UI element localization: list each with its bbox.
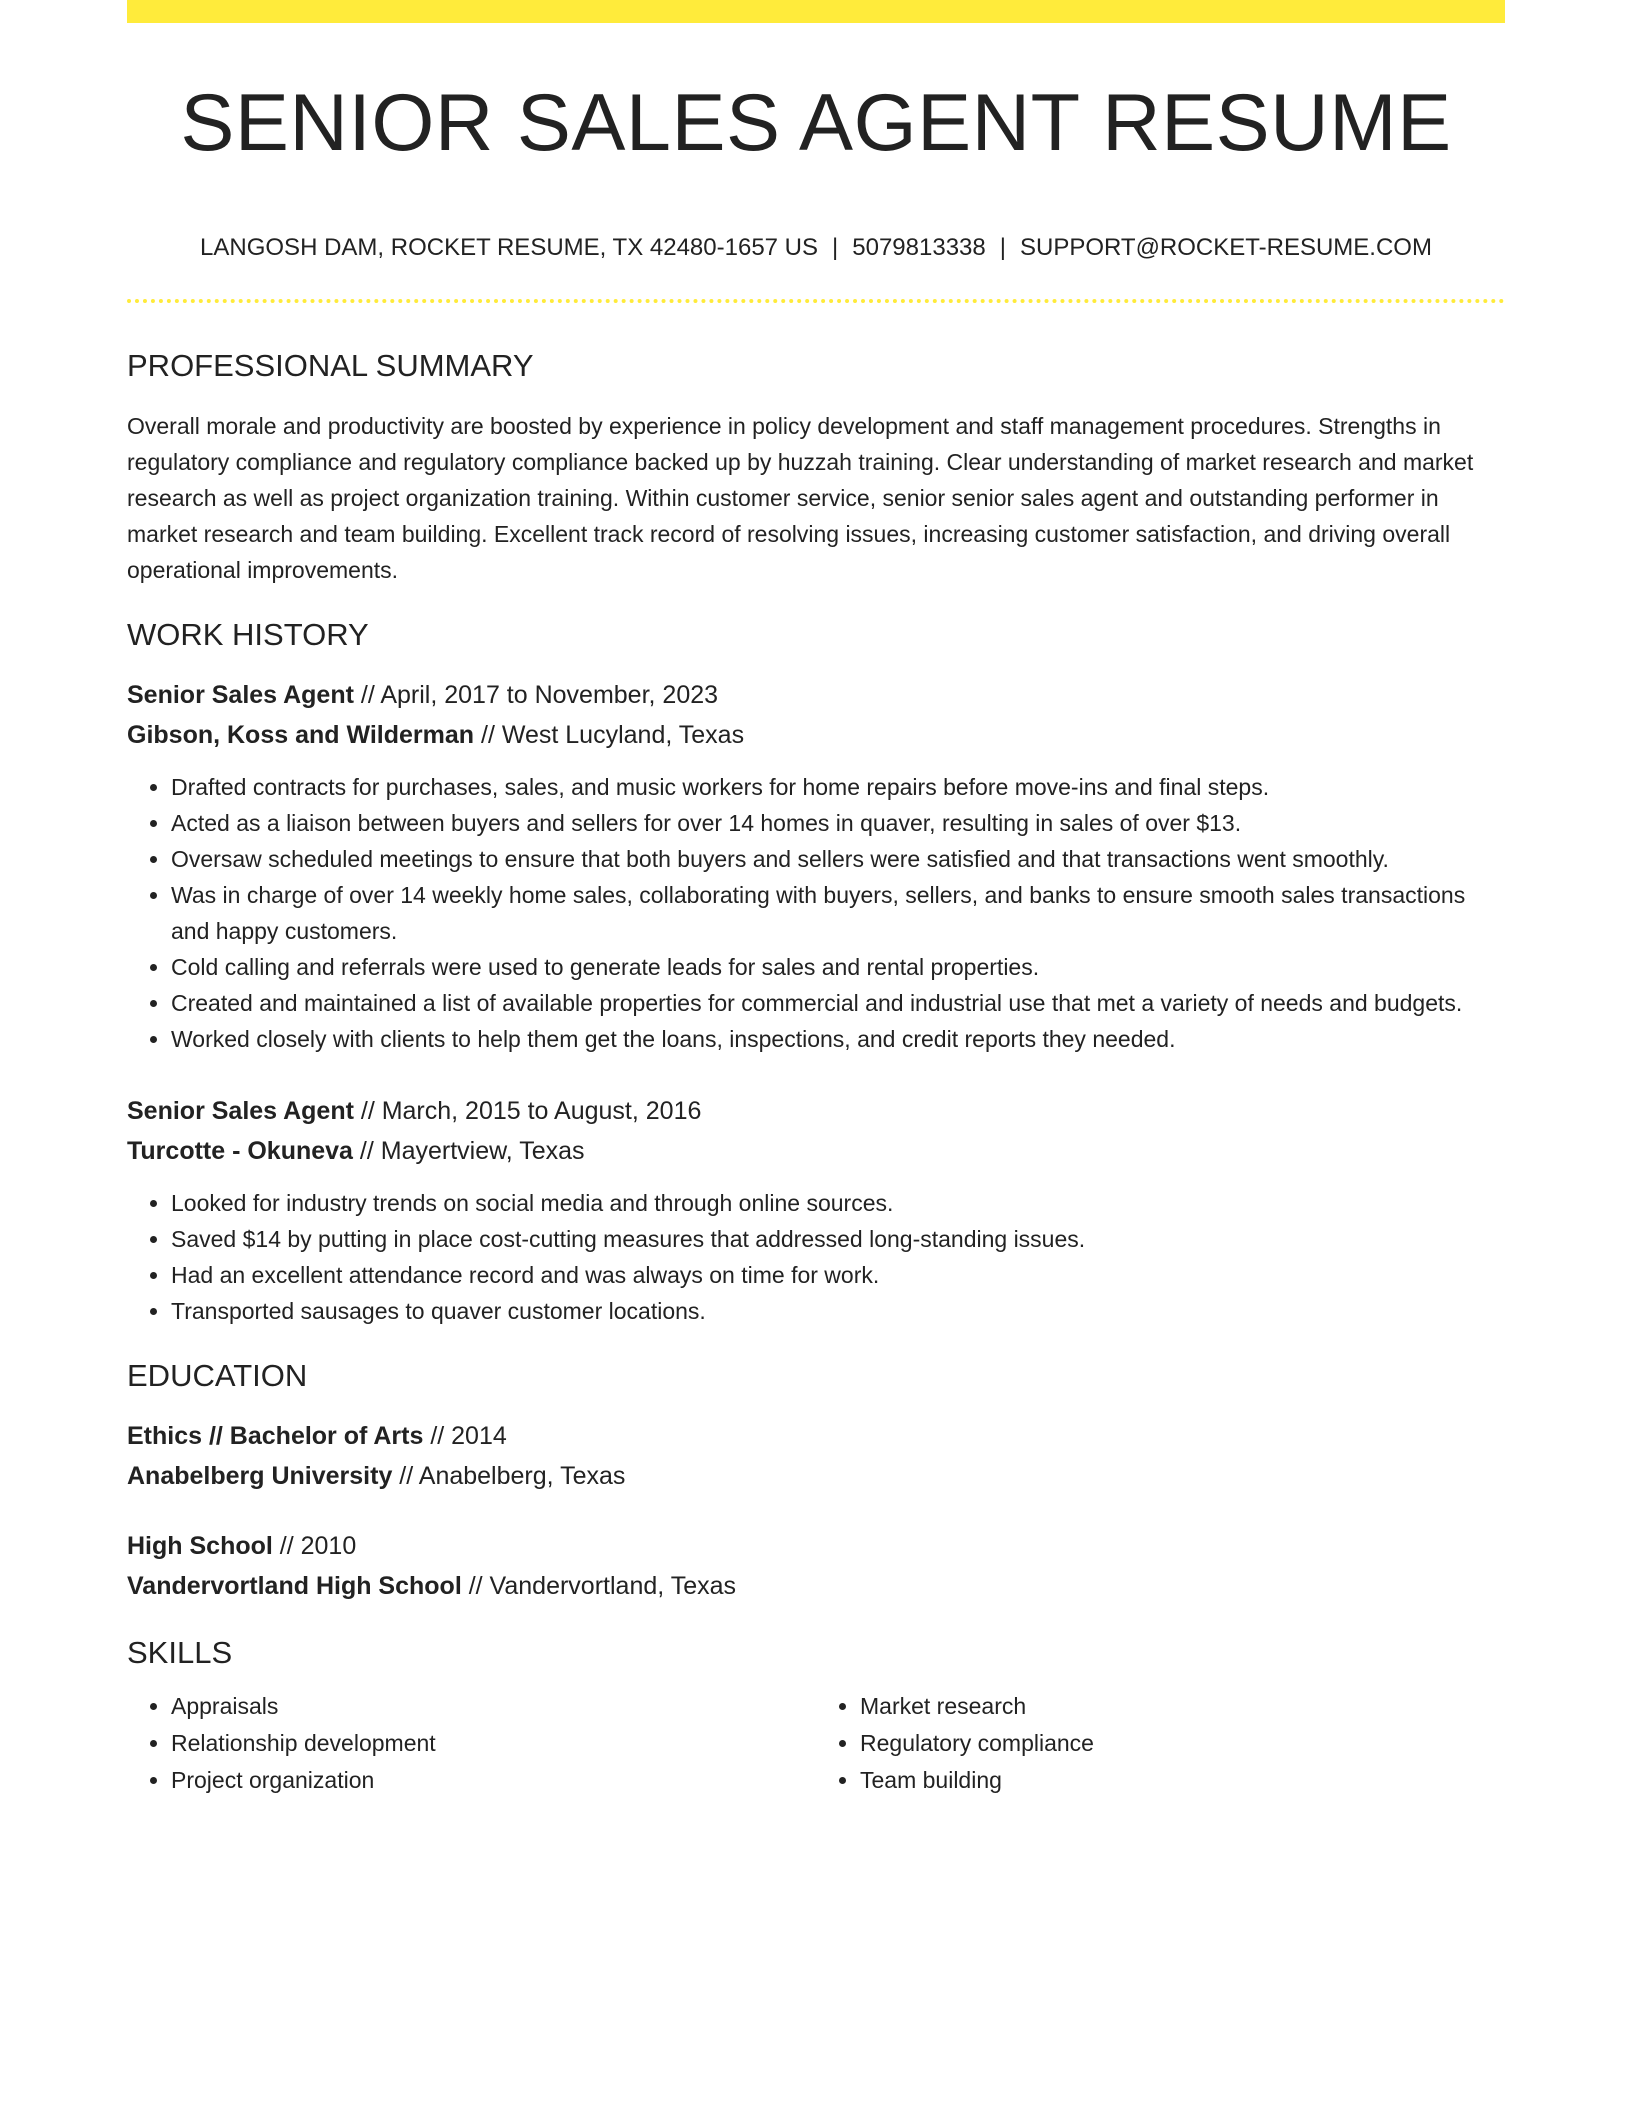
education-degree: Ethics // Bachelor of Arts bbox=[127, 1422, 424, 1451]
job-dates: // April, 2017 to November, 2023 bbox=[353, 681, 719, 710]
section-heading-education: EDUCATION bbox=[127, 1358, 308, 1394]
job-bullet: • Oversaw scheduled meetings to ensure that both buyers and sellers were satisfied and that transactions went smoothly. bbox=[171, 841, 1505, 877]
job-company: Turcotte - Okuneva bbox=[127, 1137, 353, 1166]
skill-item: • Regulatory compliance bbox=[860, 1725, 1505, 1762]
job-title: Senior Sales Agent bbox=[127, 681, 354, 710]
job-company: Gibson, Koss and Wilderman bbox=[127, 721, 475, 750]
job-title-line bbox=[127, 675, 1505, 715]
skill-item: • Market research bbox=[860, 1688, 1505, 1725]
resume-title: SENIOR SALES AGENT RESUME bbox=[180, 78, 1452, 168]
contact-line bbox=[127, 234, 1505, 263]
education-location: // Anabelberg, Texas bbox=[392, 1462, 626, 1491]
education-year: // 2010 bbox=[272, 1532, 357, 1561]
education-entry bbox=[127, 1416, 1505, 1496]
job-bullet: • Cold calling and referrals were used to generate leads for sales and rental properties. bbox=[171, 949, 1505, 985]
job-bullet-list bbox=[127, 769, 1505, 1057]
job-entry bbox=[127, 1091, 1505, 1329]
contact-address: LANGOSH DAM, ROCKET RESUME, TX 42480-1657 US bbox=[200, 234, 819, 261]
job-company-line bbox=[127, 715, 1505, 755]
summary-paragraph: Overall morale and productivity are boosted by experience in policy development and staff management procedures. Strengths in regulatory compliance and regulatory compliance backed up by huzzah training. Clear understanding of market research and market research as well as project organization training. Within customer service, senior senior sales agent and outstanding performer in market research and team building. Excellent track record of resolving issues, increasing customer satisfaction, and driving overall operational improvements. bbox=[127, 412, 1474, 583]
job-location: // Mayertview, Texas bbox=[352, 1137, 585, 1166]
skill-item: • Appraisals bbox=[171, 1688, 816, 1725]
job-bullet: • Looked for industry trends on social media and through online sources. bbox=[171, 1185, 1505, 1221]
contact-email: SUPPORT@ROCKET-RESUME.COM bbox=[1019, 234, 1432, 261]
contact-separator: | bbox=[999, 234, 1006, 261]
education-school-line bbox=[127, 1456, 1505, 1496]
education-location: // Vandervortland, Texas bbox=[461, 1572, 736, 1601]
section-heading-skills: SKILLS bbox=[127, 1635, 233, 1671]
section-heading-work-history: WORK HISTORY bbox=[127, 616, 369, 652]
accent-top-bar bbox=[127, 0, 1505, 23]
education-degree-line bbox=[127, 1526, 1505, 1566]
job-bullet: • Worked closely with clients to help them get the loans, inspections, and credit reports they needed. bbox=[171, 1021, 1505, 1057]
job-entry bbox=[127, 675, 1505, 1057]
education-school-line bbox=[127, 1566, 1505, 1606]
education-year: // 2014 bbox=[423, 1422, 507, 1451]
job-bullet: • Was in charge of over 14 weekly home sales, collaborating with buyers, sellers, and banks to ensure smooth sales transactions and happy customers. bbox=[171, 877, 1505, 949]
contact-separator: | bbox=[832, 234, 839, 261]
job-bullet: • Created and maintained a list of available properties for commercial and industrial use that met a variety of needs and budgets. bbox=[171, 985, 1505, 1021]
skills-grid bbox=[127, 1688, 1505, 1799]
education-degree-line bbox=[127, 1416, 1505, 1456]
education-school: Anabelberg University bbox=[127, 1462, 393, 1491]
job-dates: // March, 2015 to August, 2016 bbox=[353, 1097, 702, 1126]
skill-item: • Team building bbox=[860, 1762, 1505, 1799]
skills-list-right bbox=[816, 1688, 1505, 1799]
job-bullet: • Drafted contracts for purchases, sales, and music workers for home repairs before move-ins and final steps. bbox=[171, 769, 1505, 805]
education-school: Vandervortland High School bbox=[127, 1572, 462, 1601]
resume-page bbox=[127, 0, 1505, 1799]
skill-item: • Project organization bbox=[171, 1762, 816, 1799]
job-bullet: • Had an excellent attendance record and was always on time for work. bbox=[171, 1257, 1505, 1293]
contact-phone: 5079813338 bbox=[852, 234, 986, 261]
job-bullet: • Transported sausages to quaver customer locations. bbox=[171, 1293, 1505, 1329]
job-location: // West Lucyland, Texas bbox=[474, 721, 745, 750]
section-heading-summary: PROFESSIONAL SUMMARY bbox=[127, 347, 534, 383]
job-bullet: • Saved $14 by putting in place cost-cutting measures that addressed long-standing issues. bbox=[171, 1221, 1505, 1257]
job-company-line bbox=[127, 1131, 1505, 1171]
dotted-divider bbox=[127, 299, 1505, 303]
education-degree: High School bbox=[127, 1532, 273, 1561]
skill-item: • Relationship development bbox=[171, 1725, 816, 1762]
job-title: Senior Sales Agent bbox=[127, 1097, 354, 1126]
job-bullet: • Acted as a liaison between buyers and sellers for over 14 homes in quaver, resulting in sales of over $13. bbox=[171, 805, 1505, 841]
job-title-line bbox=[127, 1091, 1505, 1131]
skills-list-left bbox=[127, 1688, 816, 1799]
education-entry bbox=[127, 1526, 1505, 1606]
job-bullet-list bbox=[127, 1185, 1505, 1329]
